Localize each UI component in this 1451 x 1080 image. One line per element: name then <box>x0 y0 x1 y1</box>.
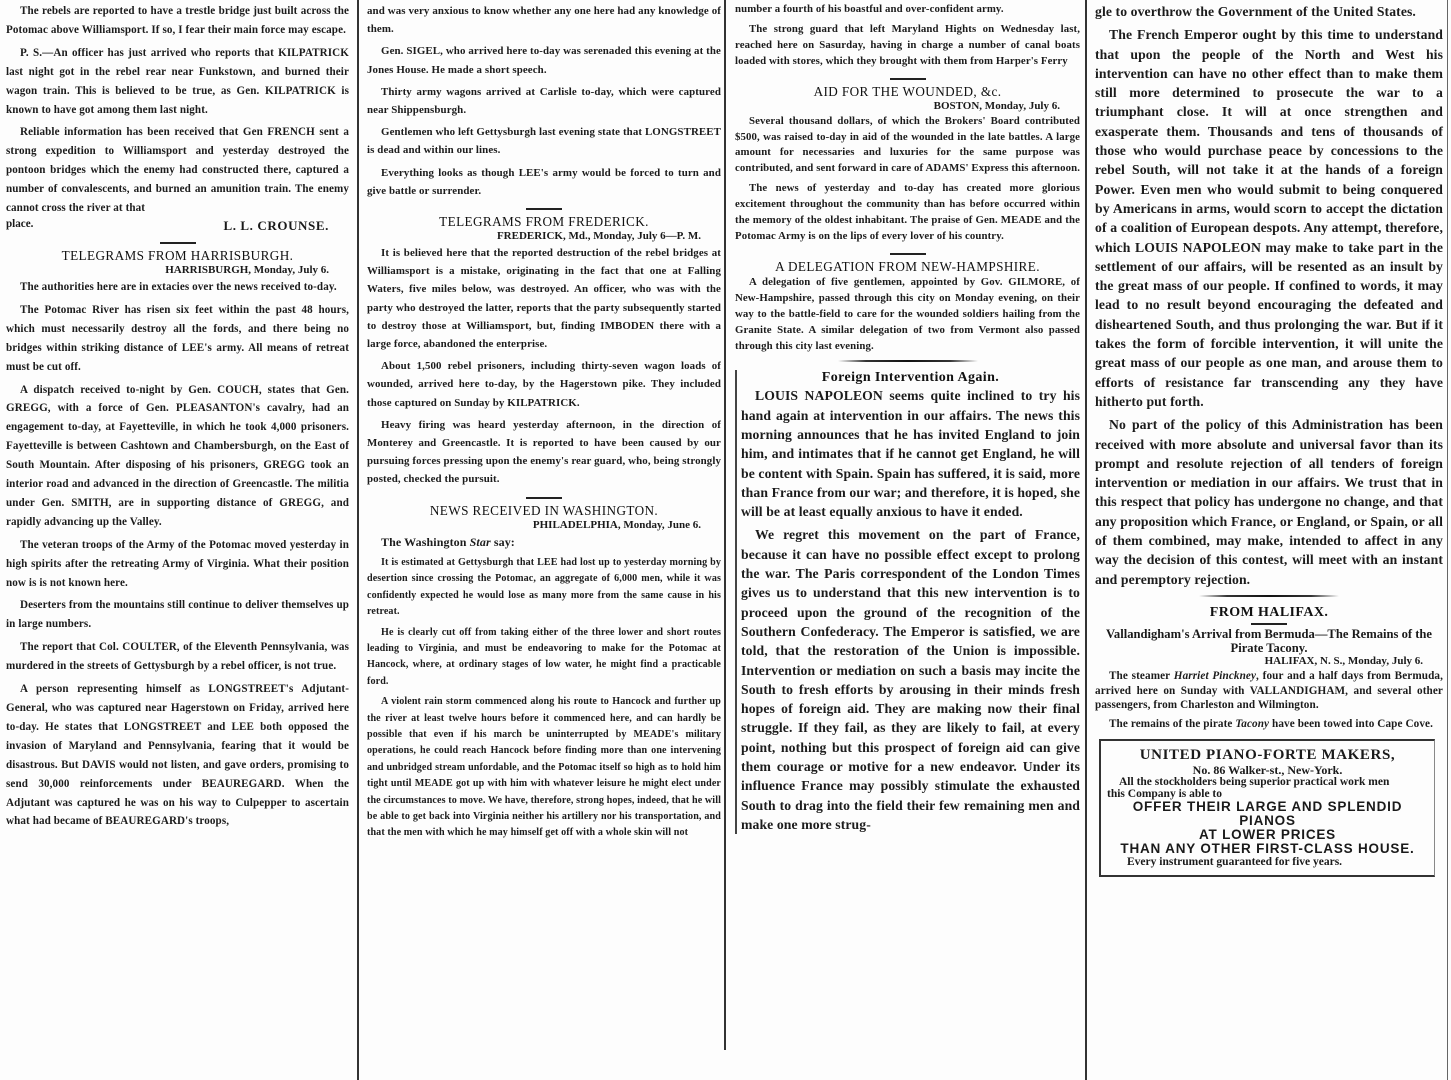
article-paragraph: P. S.—An officer has just arrived who reports that KILPATRICK last night got in the rebel rear near Funkstown, and burned their wagon train. This is believed to be true, as Gen. KILPATRICK is known to have got among them last night. <box>6 46 349 116</box>
article-paragraph: The news of yesterday and to-day has created more glorious excitement throughout the community than has before occurred within the memory of the oldest inhabitant. The praise of Gen. MEADE and the Potomac Army is on the lips of every lover of his country. <box>735 182 1080 242</box>
ad-title: UNITED PIANO-FORTE MAKERS, <box>1139 747 1396 764</box>
column-2 <box>361 0 727 846</box>
article-paragraph: and was very anxious to know whether any one here had any knowledge of them. <box>367 5 721 36</box>
ad-offer: AT LOWER PRICES <box>1198 827 1336 843</box>
article-paragraph: Gentlemen who left Gettysburgh last evening state that LONGSTREET is dead and within our lines. <box>367 126 721 157</box>
article-paragraph: Deserters from the mountains still continue to deliver themselves up in large numbers. <box>6 599 349 631</box>
article-paragraph: A delegation of five gentlemen, appointed by Gov. GILMORE, of New-Hampshire, passed through this city on Monday evening, on their way to the battle-field to care for the wounded soldiers hailing from the Granite State. A similar delegation of two from Vermont also passed through this city last evening. <box>735 275 1080 352</box>
headline-foreign-intervention: Foreign Intervention Again. <box>821 370 1000 386</box>
dateline: HALIFAX, N. S., Monday, July 6. <box>1264 654 1423 667</box>
column-1 <box>0 0 355 835</box>
editorial-paragraph: We regret this movement on the part of France, because it can have no possible effect except to prolong the war. The Paris correspondent of the London Times gives us to understand that this new intervention is to proceed upon the ground of the recognition of the Southern Confederacy. The Emperor is satisfied, we are told, that the restoration of the Union is impossible. Intervention or mediation on such a basis may incite the South to fresh efforts by arousing in their minds fresh hopes of foreign aid. They are making now their final struggle. If they fail, as they are likely to fail, at every point, nothing but this prospect of foreign aid can give them courage or motive for a new endeavor. Under its influence France may possibly stimulate the exhausted South to drag into the field their few remaining men and make one more strug- <box>741 527 1080 832</box>
ad-guarantee: Every instrument guaranteed for five years. <box>1127 856 1343 869</box>
editorial-paragraph: The French Emperor ought by this time to understand that upon the people of the North and West his intervention can have no other effect than to make them still more determined to prosecute the war to a triumphant close. It will at once strengthen and exasperate them. Thousands and tens of thousands of those who would purchase peace by concessions to the rebel South, will not take it at the hands of a foreign Power. Even men who would submit to being conquered by Americans in arms, would scorn to accept the dictation of a coalition of European despots. Any attempt, therefore, which LOUIS NAPOLEON may make to take part in the settlement of our affairs, will be resented as an insult by the great mass of our people. If confined to words, it may lead to no result beyond encouraging the defeated and disheartened South, and thus prolonging the war. But if it takes the form of forcible intervention, it will unite the great mass of our people as one man, and arouse them to efforts of resistance far transcending any they have hitherto put forth. <box>1095 27 1443 409</box>
ad-offer: THAN ANY OTHER FIRST-CLASS HOUSE. <box>1120 841 1415 857</box>
newspaper-name: Star <box>469 534 491 549</box>
editorial-paragraph: gle to overthrow the Government of the United States. <box>1095 4 1416 19</box>
article-paragraph: A person representing himself as LONGSTREET's Adjutant-General, who was captured near Hagerstown on Friday, arrived here to-day. He states that LONGSTREET and LEE both opposed the invasion of Maryland and Pennsylvania, fearing that it would be disastrous. But DAVIS would not listen, and gave orders, promising to send 30,000 reinforcements under BEAUREGARD. When the Adjutant was captured he was on his way to Culpepper to ascertain what had became of BEAUREGARD's troops, <box>6 683 349 828</box>
dateline: HARRISBURGH, Monday, July 6. <box>165 263 329 276</box>
ad-address: No. 86 Walker-st., New-York. <box>1192 763 1343 778</box>
article-paragraph: Heavy firing was heard yesterday afternoon, in the direction of Monterey and Greencastle. It is reported to have been caused by our pursuing forces pressing upon the enemy's rear guard, who, being strongly posted, checked the pursuit. <box>367 418 721 486</box>
editorial-paragraph: LOUIS NAPOLEON seems quite inclined to try his hand again at intervention in our affairs. The news this morning announces that he has invited England to join him, and intimates that if he cannot get England, he will be content with Spain. Spain has suffered, it is said, more than France from our war; and therefore, it is hoped, she will be at least equally anxious to have it ended. <box>741 388 1080 520</box>
article-paragraph: The authorities here are in extacies over the news received to-day. <box>20 280 337 293</box>
article-paragraph: number a fourth of his boastful and over-confident army. <box>735 3 1004 15</box>
article-paragraph: It is estimated at Gettysburgh that LEE had lost up to yesterday morning by desertion since crossing the Potomac, an aggregate of 6,000 men, while it was confidently expected he would lose as many more from the same cause in his retreat. <box>367 556 721 618</box>
column-3 <box>729 0 1086 838</box>
editorial-box <box>735 370 1080 834</box>
ad-text: All the stockholders being superior practical work men <box>1119 776 1390 789</box>
article-paragraph <box>1095 717 1443 732</box>
section-divider <box>1251 623 1287 625</box>
article-paragraph: Reliable information has been received that Gen FRENCH sent a strong expedition to Williamsport and yesterday destroyed the pontoon bridges which the enemy had constructed there, captured a number of convalescents, and burned an amunition train. The enemy cannot cross the river at that <box>6 126 349 215</box>
article-paragraph: Thirty army wagons arrived at Carlisle to-day, which were captured near Shippensburgh. <box>367 85 721 117</box>
article-paragraph: A dispatch received to-night by Gen. COUCH, states that Gen. GREGG, with a force of Gen. PLEASANTON's cavalry, had an engagement to-day, at Fayetteville, in which he took 4,000 prisoners. Fayetteville is between Cashtown and Chambersburgh, on the East of South Mountain. After disposing of his prisoners, GREGG took an interior road and advanced in the direction of Greencastle. The militia under Gen. SMITH, are in supporting distance of GREGG, and rapidly advancing up the Valley. <box>6 383 349 528</box>
section-divider <box>526 208 562 210</box>
signature-place: place. <box>6 217 34 230</box>
piano-advertisement <box>1099 739 1435 877</box>
subheadline: Vallandigham's Arrival from Bermuda—The Remains of the Pirate Tacony. <box>1105 626 1433 655</box>
dateline: PHILADELPHIA, Monday, June 6. <box>532 518 701 531</box>
column-4 <box>1089 0 1449 877</box>
headline-new-hampshire: A DELEGATION FROM NEW-HAMPSHIRE. <box>775 258 1040 274</box>
ship-name: Tacony <box>1235 717 1270 730</box>
article-paragraph: He is clearly cut off from taking either of the three lower and short routes leading to Virginia, and must be endeavoring to make for the Potomac at Hancock, where, at ordinary stages of low water, he might find a practicable ford. <box>367 626 721 687</box>
article-paragraph: The rebels are reported to have a trestle bridge just built across the Potomac above Williamsport. If so, I fear their main force may escape. <box>6 5 349 36</box>
article-paragraph: The strong guard that left Maryland Hights on Wednesday last, reached here on Sasurday, having in charge a number of canal boats loaded with stores, which they brought with them from Harper's Ferry <box>735 22 1080 67</box>
article-paragraph: Everything looks as though LEE's army would be forced to turn and give battle or surrender. <box>367 166 721 197</box>
intro-text: say: <box>490 534 515 549</box>
section-divider <box>160 242 196 244</box>
section-divider <box>890 253 926 255</box>
article-paragraph: About 1,500 rebel prisoners, including thirty-seven wagon loads of wounded, arrived here to-day, by the Hagerstown pike. They included those captured on Sunday by KILPATRICK. <box>367 360 721 409</box>
headline-frederick: TELEGRAMS FROM FREDERICK. <box>439 214 649 230</box>
headline-washington: NEWS RECEIVED IN WASHINGTON. <box>429 502 659 518</box>
article-paragraph: A violent rain storm commenced along his route to Hancock and further up the river at least twelve hours before it commenced here, and can hardly be possible that even if his march be uninterrupted by MEADE's military operations, he could reach Hancock before finding more than one intervening and unbridged stream unfordable, and the Potomac itself so high as to hold him tight until MEADE got up with him with whatever leisure he might elect under the circumstances to move. We have, therefore, strong hopes, indeed, that he will be able to get back into Virginia neither his artillery nor his transportation, and that the men with which he may himself get off with a whole skin will not <box>367 696 721 839</box>
article-paragraph: Several thousand dollars, of which the Brokers' Board contributed $500, was raised to-day in aid of the wounded in the late battles. A large amount for necessaries and luxuries for the same purpose was contributed, and sent forward in care of ADAMS' Express this afternoon. <box>735 114 1081 175</box>
headline-harrisburgh: TELEGRAMS FROM HARRISBURGH. <box>61 247 294 263</box>
article-intro <box>367 533 721 551</box>
ad-text: this Company is able to <box>1107 788 1223 801</box>
editorial-paragraph: No part of the policy of this Administration has been received with more absolute and universal favor than its prompt and resolute rejection of all tenders of foreign intervention or mediation in our affairs. We trust that in this respect that policy has undergone no change, and that any proposition which France, or England, or Spain, or all of them combined, may make, intended to affect in any way the decision of this contest, will meet with an instant and peremptory rejection. <box>1095 417 1443 587</box>
article-paragraph: Gen. SIGEL, who arrived here to-day was serenaded this evening at the Jones House. He made a short speech. <box>367 45 721 76</box>
dateline: FREDERICK, Md., Monday, July 6—P. M. <box>496 230 701 243</box>
section-divider <box>890 78 926 80</box>
article-paragraph: It is believed here that the reported destruction of the rebel bridges at Williamsport is a mistake, originating in the fact that one at Falling Waters, five miles below, was destroyed. An officer, who was with the party who destroyed the latter, reports that the party subsequently started to destroy those at Williamsport, but, finding IMBODEN there with a large force, abandoned the enterprise. <box>367 247 721 351</box>
section-divider <box>838 360 978 362</box>
article-paragraph: The Potomac River has risen six feet within the past 48 hours, which must necessarily destroy all the fords, and there being no bridges within striking distance of LEE's army. All means of retreat must be cut off. <box>6 303 349 373</box>
section-divider <box>526 497 562 499</box>
text: The steamer <box>1109 669 1174 682</box>
ad-offer: OFFER THEIR LARGE AND SPLENDID PIANOS <box>1132 799 1403 829</box>
text: , four and a half days from Bermuda, arrived here on Sunday with VALLANDIGHAM, and several other passengers, from Charleston and Wilmington. <box>1095 669 1443 712</box>
article-paragraph <box>1095 669 1443 713</box>
article-paragraph: The report that Col. COULTER, of the Eleventh Pennsylvania, was murdered in the streets of Gettysburgh by a rebel officer, is not true. <box>6 641 349 673</box>
intro-text: The Washington <box>381 534 470 549</box>
signature-line <box>6 218 349 234</box>
headline-halifax: FROM HALIFAX. <box>1209 604 1329 620</box>
dateline: BOSTON, Monday, July 6. <box>933 99 1060 112</box>
text: have been towed into Cape Cove. <box>1269 717 1433 730</box>
headline-wounded: AID FOR THE WOUNDED, &c. <box>813 83 1002 99</box>
column-divider <box>357 0 359 1080</box>
correspondent-signature: L. L. CROUNSE. <box>223 217 329 233</box>
article-paragraph: The veteran troops of the Army of the Potomac moved yesterday in high spirits after the retreating Army of Virginia. What their position now is is not known here. <box>6 538 349 589</box>
text: The remains of the pirate <box>1109 717 1236 730</box>
section-divider <box>1199 595 1339 597</box>
ship-name: Harriet Pinckney <box>1173 669 1257 682</box>
